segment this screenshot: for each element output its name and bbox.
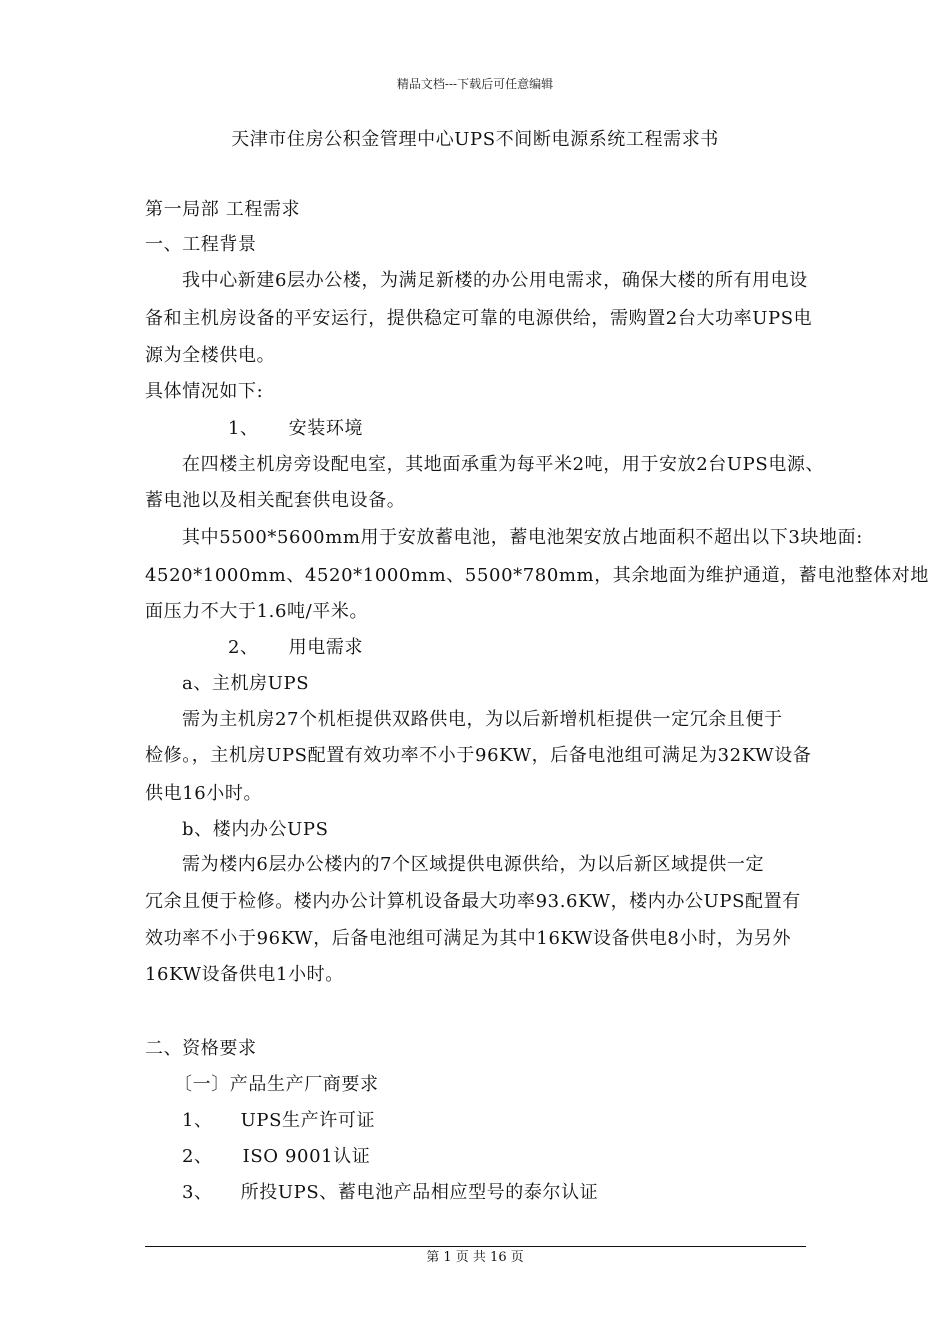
list-number: 1、 (228, 418, 259, 439)
paragraph-line: 供电16小时。 (145, 783, 263, 804)
footer-divider (145, 1246, 806, 1247)
page-number: 第 1 页 共 16 页 (426, 1250, 524, 1265)
watermark-header: 精品文档---下载后可任意编辑 (396, 77, 554, 91)
list-number: 1、 (182, 1110, 213, 1131)
list-label: 安装环境 (288, 418, 364, 439)
requirement-item (182, 1181, 598, 1205)
list-item-power-needs (228, 636, 363, 660)
paragraph-line: 需为主机房27个机柜提供双路供电，为以后新增机柜提供一定冗余且便于 (182, 709, 783, 730)
paragraph-line: 检修。，主机房UPS配置有效功率不小于96KW，后备电池组可满足为32KW设备 (145, 745, 812, 766)
paragraph-line: 我中心新建6层办公楼，为满足新楼的办公用电需求，确保大楼的所有用电设 (182, 270, 808, 291)
part-heading: 第一局部 工程需求 (145, 199, 301, 220)
list-item-install-env (228, 417, 363, 441)
paragraph-line: 4520*1000mm、4520*1000mm、5500*780mm，其余地面为维护通道，蓄电池整体对地 (145, 565, 930, 586)
list-number: 3、 (182, 1182, 213, 1203)
paragraph-line: 16KW设备供电1小时。 (145, 964, 344, 985)
paragraph-line: 面压力不大于1.6吨/平米。 (145, 601, 369, 622)
paragraph-line: 冗余且便于检修。楼内办公计算机设备最大功率93.6KW，楼内办公UPS配置有 (145, 891, 801, 912)
requirement-text: ISO 9001认证 (242, 1146, 371, 1167)
subheading-office-ups: b、楼内办公UPS (182, 819, 329, 840)
requirement-text: 所投UPS、蓄电池产品相应型号的泰尔认证 (240, 1182, 599, 1203)
paragraph-line: 源为全楼供电。 (145, 345, 276, 366)
paragraph-line: 效功率不小于96KW，后备电池组可满足为其中16KW设备供电8小时，为另外 (145, 928, 792, 949)
paragraph-line: 备和主机房设备的平安运行，提供稳定可靠的电源供给，需购置2台大功率UPS电 (145, 308, 813, 329)
requirement-item (182, 1145, 370, 1169)
paragraph-line: 蓄电池以及相关配套供电设备。 (145, 490, 406, 511)
list-label: 用电需求 (288, 637, 364, 658)
requirement-item (182, 1109, 375, 1133)
section-heading-qualifications: 二、资格要求 (145, 1038, 257, 1059)
requirement-text: UPS生产许可证 (240, 1110, 376, 1131)
document-title: 天津市住房公积金管理中心UPS不间断电源系统工程需求书 (231, 129, 719, 150)
paragraph-line: 需为楼内6层办公楼内的7个区域提供电源供给，为以后新区域提供一定 (182, 854, 765, 875)
section-heading-background: 一、工程背景 (145, 234, 257, 255)
subheading-manufacturer: 〔一〕产品生产厂商要求 (174, 1074, 379, 1095)
list-number: 2、 (228, 637, 259, 658)
subheading-server-room-ups: a、主机房UPS (182, 673, 310, 694)
paragraph-line: 在四楼主机房旁设配电室，其地面承重为每平米2吨，用于安放2台UPS电源、 (182, 454, 825, 475)
details-label: 具体情况如下: (145, 381, 264, 402)
paragraph-line: 其中5500*5600mm用于安放蓄电池，蓄电池架安放占地面积不超出以下3块地面: (182, 527, 863, 548)
list-number: 2、 (182, 1146, 213, 1167)
